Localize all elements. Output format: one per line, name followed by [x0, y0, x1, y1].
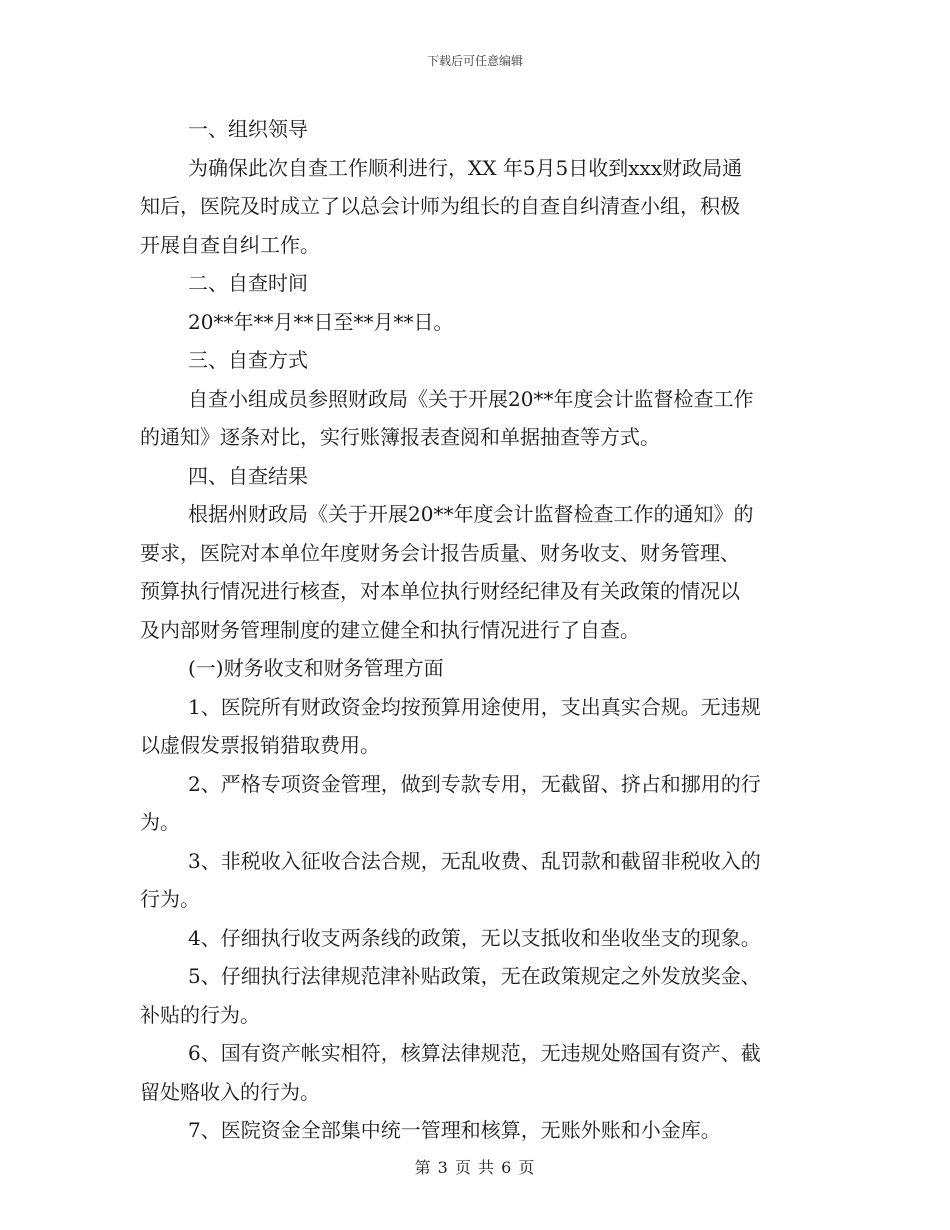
text-line: (一)财务收支和财务管理方面 [188, 656, 444, 680]
text-line: 四、自查结果 [188, 463, 308, 488]
text-line: 为。 [140, 810, 180, 834]
text-line: 行为。 [140, 887, 200, 911]
text-line: 根据州财政局《关于开展20**年度会计监督检查工作的通知》的 [188, 502, 754, 526]
text-line: 留处赂收入的行为。 [140, 1079, 320, 1104]
text-line: 的通知》逐条对比，实行账簿报表查阅和单据抽查等方式。 [140, 425, 660, 449]
text-line: 1、医院所有财政资金均按预算用途使用，支出真实合规。无违规 [188, 694, 761, 719]
text-line: 2、严格专项资金管理，做到专款专用，无截留、挤占和挪用的行 [188, 771, 761, 796]
page-number: 第 3 页 共 6 页 [414, 1158, 536, 1177]
text-line: 要求，医院对本单位年度财务会计报告质量、财务收支、财务管理、 [140, 540, 740, 565]
text-line: 预算执行情况进行核查，对本单位执行财经纪律及有关政策的情况以 [140, 579, 740, 603]
text-line: 5、仔细执行法律规范津补贴政策，无在政策规定之外发放奖金、 [188, 964, 761, 988]
text-line: 知后，医院及时成立了以总会计师为组长的自查自纠清查小组，积极 [140, 194, 740, 218]
text-line: 二、自查时间 [188, 271, 308, 295]
page-header: 下载后可任意编辑 [426, 54, 523, 68]
text-line: 补贴的行为。 [140, 1002, 260, 1027]
text-line: 3、非税收入征收合法合规，无乱收费、乱罚款和截留非税收入的 [188, 848, 761, 873]
text-line: 为确保此次自查工作顺利进行，XX 年5月5日收到xxx财政局通 [188, 155, 743, 180]
text-line: 开展自查自纠工作。 [140, 232, 320, 257]
text-line: 一、组织领导 [188, 117, 308, 141]
text-line: 自查小组成员参照财政局《关于开展20**年度会计监督检查工作 [188, 386, 754, 411]
text-line: 20**年**月**日至**月**日。 [188, 309, 454, 334]
text-line: 7、医院资金全部集中统一管理和核算，无账外账和小金库。 [188, 1118, 721, 1142]
text-line: 三、自查方式 [188, 348, 308, 372]
text-line: 以虚假发票报销猎取费用。 [140, 733, 380, 757]
text-line: 4、仔细执行收支两条线的政策，无以支抵收和坐收坐支的现象。 [188, 925, 761, 950]
text-line: 及内部财务管理制度的建立健全和执行情况进行了自查。 [140, 617, 640, 642]
text-line: 6、国有资产帐实相符，核算法律规范，无违规处赂国有资产、截 [188, 1041, 761, 1065]
document-body [140, 110, 812, 1150]
